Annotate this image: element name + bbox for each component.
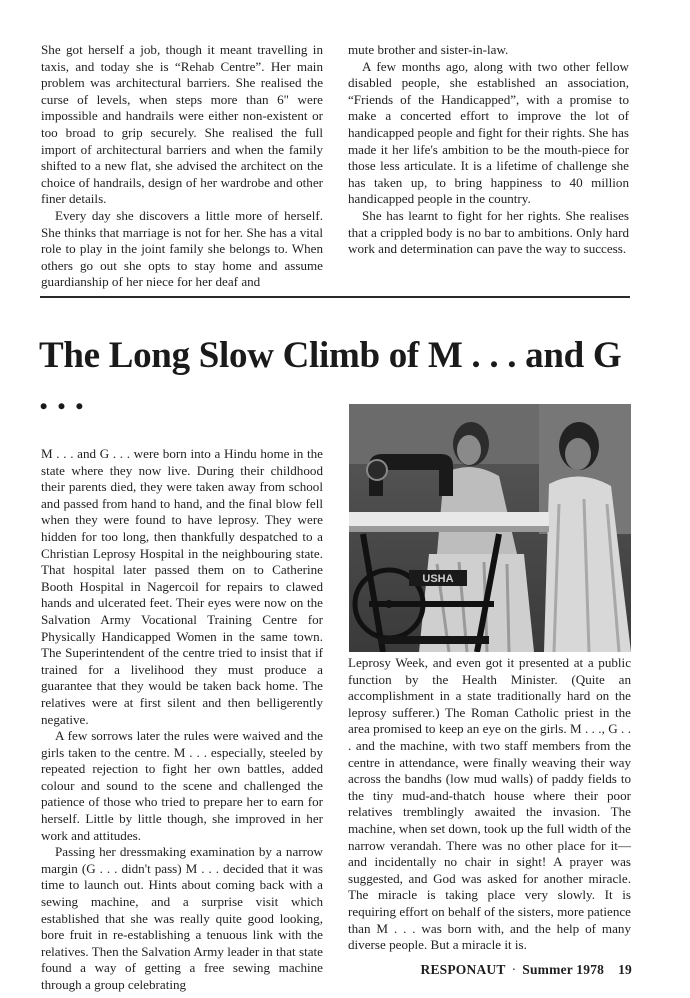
article-continued-column-left	[41, 42, 323, 291]
paragraph: M . . . and G . . . were born into a Hindu home in the state where they now live. During their childhood their parents died, they were taken away from school and passed from hand to hand, and the final blow fell when they were found to have leprosy. They were hidden for too long, then thankfully despatched to a Christian Leprosy Hospital in the neighbouring state. That hospital later passed them on to Catherine Booth Hospital in Nagercoil for repairs to clawed hands and ulcerated feet. Their eyes were now on the Salvation Army Vocational Training Centre for Physically Handicapped Women in the same town. The Superintendent of the centre tried to insist that if trained for a livelihood they must produce a guarantee that they would be taken back home. The relatives were at first silent and then belligerently negative.	[41, 446, 323, 727]
issue-date: Summer 1978	[522, 962, 605, 977]
paragraph: Leprosy Week, and even got it presented at a public function by the Health Minister. (Quite an accomplishment in a state traditionally hard on the leprosy sufferer.) The Roman Catholic priest in the area promised to keep an eye on the girls. M . . ., G . . . and the machine, with two staff members from the centre in attendance, were finally weaving their way across the bandhs (low mud walls) of paddy fields to the tiny mud-and-thatch house where their poor relatives tremblingly awaited the invasion. The machine, when set down, took up the full width of the narrow verandah. There was no other place for it—and incidentally no chair in sight! A prayer was suggested, and God was asked for another miracle. The miracle is taking place very slowly. It is requiring effort on behalf of the sisters, more patience than M . . . was born with, and the help of many diverse people. But a miracle it is.	[348, 655, 631, 953]
footer-separator: ·	[511, 962, 517, 977]
article-column-left	[41, 446, 323, 994]
page-footer	[392, 962, 632, 978]
paragraph: She has learnt to fight for her rights. She realises that a crippled body is no bar to ambitions. Only hard work and determination can pave the way to success.	[348, 207, 629, 257]
publication-name: RESPONAUT	[420, 962, 506, 977]
sewing-table-top	[349, 512, 549, 526]
paragraph: She got herself a job, though it meant travelling in taxis, and today she is “Rehab Centre”. Her main problem was architectural barriers. She realised the curse of levels, when steps more than 6" were impossible and handrails were either non-existent or too broad to grip securely. She realised the full import of architectural barriers and when the family shifted to a new flat, she advised the architect on the choice of handrails, design of her wardrobe and other finer details.	[41, 42, 323, 207]
paragraph: mute brother and sister-in-law.	[348, 42, 509, 57]
article-continued-column-right	[348, 42, 629, 258]
article-title: The Long Slow Climb of M . . . and G . . .	[39, 335, 622, 418]
paragraph: Passing her dressmaking examination by a narrow margin (G . . . didn't pass) M . . . decided that it was time to launch out. Hints about coming back with a sewing machine, and a surprise visit which established that she was really quite good looking, bore fruit in re-establishing a tenuous link with the relatives. Then the Salvation Army leader in that state found a way of getting a free sewing machine through a group celebrating	[41, 844, 323, 992]
photo-illustration	[349, 404, 631, 652]
paragraph: A few sorrows later the rules were waived and the girls taken to the centre. M . . . especially, steeled by repeated rejection to fight her own battles, added colour and sound to the scene and challenged the patience of those who tried to prepare her to earn for herself. Little by little though, she improved in her work and attitudes.	[41, 728, 323, 843]
machine-brand-label: USHA	[422, 573, 454, 585]
article-column-right	[348, 655, 631, 954]
paragraph: Every day she discovers a little more of herself. She thinks that marriage is not for her. She has a vital role to play in the joint family she belongs to. When others go out she opts to stay home and assume guardianship of her niece for her deaf and	[41, 207, 323, 290]
photo-women-at-sewing-machine	[349, 404, 631, 652]
page-number: 19	[618, 962, 632, 977]
paragraph: A few months ago, along with two other fellow disabled people, she established an association, “Friends of the Handicapped”, with a promise to make a concerted effort to improve the lot of handicapped people and fight for their rights. She has made it her life's ambition to be the mouth-piece for those less articulate. It is a lifetime of challenge she has taken up, to bring happiness to 40 million handicapped people in the country.	[348, 58, 629, 207]
section-divider	[40, 296, 630, 298]
